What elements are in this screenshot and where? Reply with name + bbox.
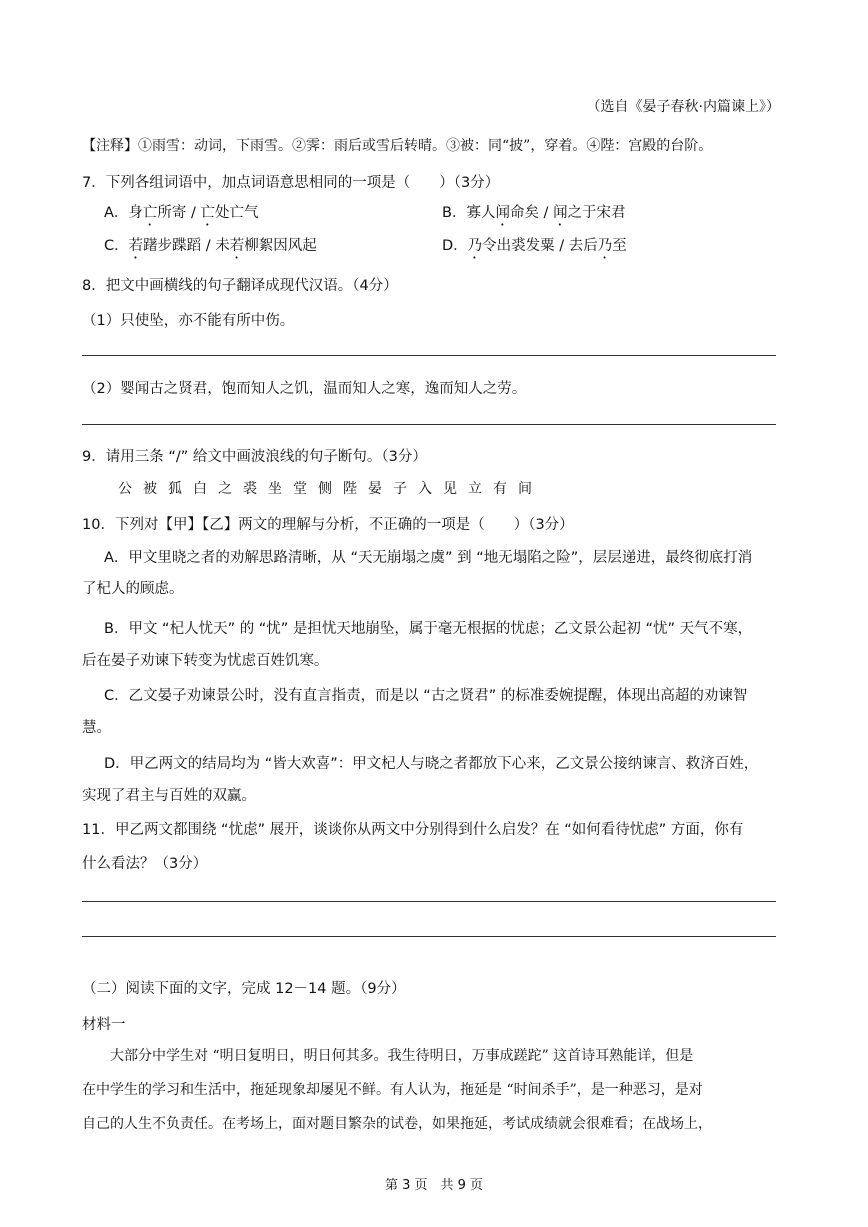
q10-option-d-line2: 实现了君主与百姓的双赢。 xyxy=(82,788,256,804)
q10-option-b-line1: B．甲文 “杞人忧天” 的 “忧” 是担忧天地崩坠，属于毫无根据的忧虑；乙文景公起初 “忧” 天气不寒， xyxy=(104,621,753,637)
q10-option-a-line2: 了杞人的顾虑。 xyxy=(82,581,184,597)
q7-option-b: B．寡人闻命矣 / 闻之于宋君 xyxy=(442,205,626,221)
q8-sentence-1: （1）只使坠，亦不能有所中伤。 xyxy=(82,313,295,329)
page-footer: 第 3 页 共 9 页 xyxy=(384,1178,484,1193)
q7-option-a: A．身亡所寄 / 亡处亡气 xyxy=(104,205,259,221)
material-paragraph-line: 在中学生的学习和生活中，拖延现象却屡见不鲜。有人认为，拖延是 “时间杀手”，是一种恶习，是对 xyxy=(82,1082,703,1098)
q7-option-c: C．若躇步蹀蹈 / 未若柳絮因风起 xyxy=(104,238,317,254)
q10-option-c-line1: C．乙文晏子劝谏景公时，没有直言指责，而是以 “古之贤君” 的标准委婉提醒，体现出高超的劝谏智 xyxy=(104,688,748,704)
q10-option-c-line2: 慧。 xyxy=(82,720,111,736)
emphasis-dot-word: 闻 xyxy=(553,205,568,221)
section-2-heading: （二）阅读下面的文字，完成 12－14 题。（9分） xyxy=(82,981,406,997)
emphasis-dot-word: 若 xyxy=(229,238,245,254)
emphasis-dot-word: 闻 xyxy=(495,205,510,221)
answer-line[interactable] xyxy=(82,355,776,356)
answer-line[interactable] xyxy=(82,901,776,902)
material-label: 材料一 xyxy=(82,1017,126,1033)
notes-text: ①雨雪：动词，下雨雪。②霁：雨后或雪后转晴。③被：同“披”，穿着。④陛：宫殿的台阶。 xyxy=(138,138,713,154)
question-9-stem: 9．请用三条 “/” 给文中画波浪线的句子断句。（3分） xyxy=(82,449,427,465)
question-7-stem: 7．下列各组词语中，加点词语意思相同的一项是（ ）（3分） xyxy=(82,175,500,191)
emphasis-dot-word: 乃 xyxy=(467,238,483,254)
q10-option-b-line2: 后在晏子劝谏下转变为忧虑百姓饥寒。 xyxy=(82,653,329,669)
question-11-line1: 11．甲乙两文都围绕 “忧虑” 展开，谈谈你从两文中分别得到什么启发？在 “如何看待忧虑” 方面，你有 xyxy=(82,822,744,838)
material-paragraph-line: 自己的人生不负责任。在考场上，面对题目繁杂的试卷，如果拖延，考试成绩就会很难看；在战场上， xyxy=(82,1116,712,1132)
material-paragraph-line: 大部分中学生对 “明日复明日，明日何其多。我生待明日，万事成蹉跎” 这首诗耳熟能详，但是 xyxy=(82,1048,694,1064)
q9-sentence: 公被狐白之裘坐堂侧陛晏子入见立有间 xyxy=(118,481,543,497)
q10-option-a-line1: A．甲文里晓之者的劝解思路清晰，从 “天无崩塌之虞” 到 “地无塌陷之险”，层层递进，最终彻底打消 xyxy=(104,550,753,566)
emphasis-dot-word: 若 xyxy=(128,238,144,254)
question-8-stem: 8．把文中画横线的句子翻译成现代汉语。（4分） xyxy=(82,278,398,294)
question-11-line2: 什么看法？（3分） xyxy=(82,856,208,872)
q10-option-d-line1: D．甲乙两文的结局均为 “皆大欢喜”：甲文杞人与晓之者都放下心来，乙文景公接纳谏言、救济百姓， xyxy=(104,756,759,772)
notes-label: 【注释】 xyxy=(82,138,138,154)
emphasis-dot-word: 亡 xyxy=(142,205,158,221)
annotation-notes xyxy=(82,135,712,155)
q7-option-d: D．乃令出裘发粟 / 去后乃至 xyxy=(442,238,627,254)
emphasis-dot-word: 亡 xyxy=(200,205,216,221)
answer-line[interactable] xyxy=(82,936,776,937)
emphasis-dot-word: 乃 xyxy=(597,238,613,254)
source-citation: （选自《晏子春秋·内篇谏上》） xyxy=(586,99,780,115)
q8-sentence-2: （2）婴闻古之贤君，饱而知人之饥，温而知人之寒，逸而知人之劳。 xyxy=(82,381,527,397)
question-10-stem: 10．下列对【甲】【乙】两文的理解与分析，不正确的一项是（ ）（3分） xyxy=(82,517,574,533)
answer-line[interactable] xyxy=(82,424,776,425)
